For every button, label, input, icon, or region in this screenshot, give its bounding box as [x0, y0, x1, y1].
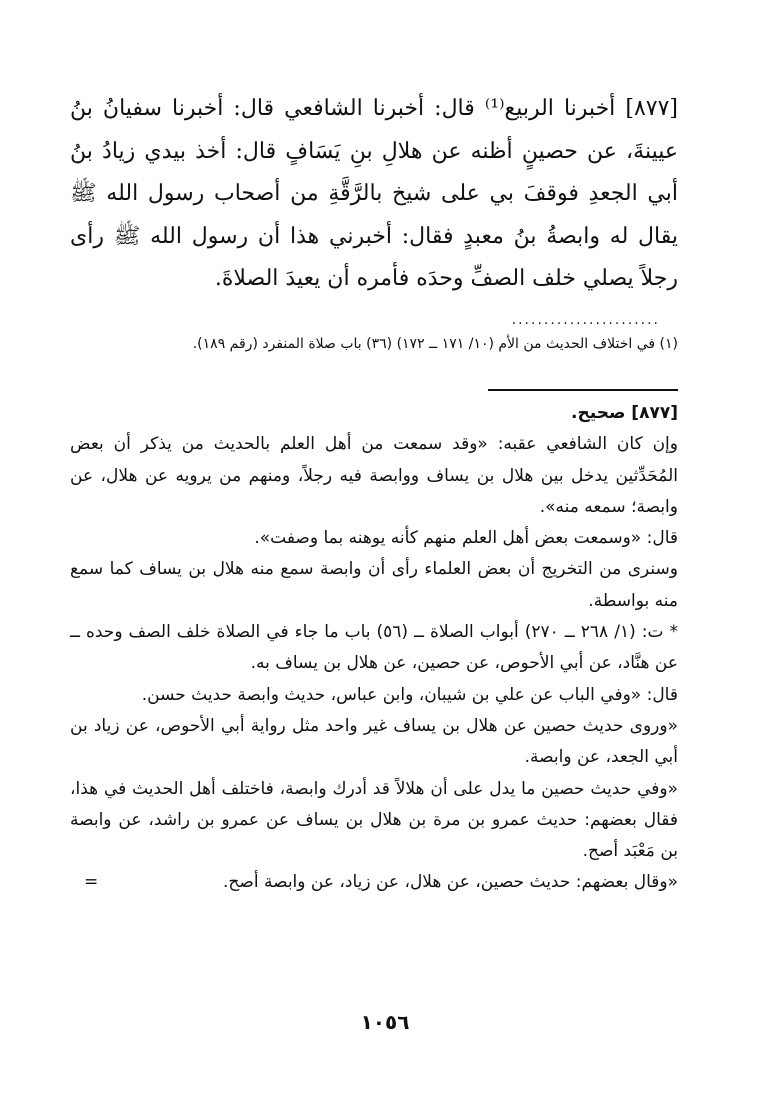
- commentary-last-line: [70, 867, 678, 898]
- commentary-paragraph: وسنرى من التخريج أن بعض العلماء رأى أن وابصة سمع منه هلال بن يساف كما سمع منه بواسطة.: [70, 559, 678, 611]
- continuation-mark: =: [84, 872, 99, 893]
- commentary-paragraph: «وفي حديث حصين ما يدل على أن هلالاً قد أدرك وابصة، فاختلف أهل الحديث في هذا، فقال بعضهم: حديث عمرو بن مرة بن هلال بن يساف عن عمرو بن راشد، عن وابصة بن مَعْبَد أصح.: [70, 778, 678, 862]
- commentary: [70, 398, 678, 899]
- footnote-dots: .......................: [511, 312, 660, 328]
- commentary-paragraph: * ت: (١/ ٢٦٨ ــ ٢٧٠) أبواب الصلاة ــ (٥٦) باب ما جاء في الصلاة خلف الصف وحده ــ عن هنَّاد، عن أبي الأحوص، عن حصين، عن هلال بن يساف به.: [70, 622, 678, 674]
- commentary-paragraph: قال: «وفي الباب عن علي بن شيبان، وابن عباس، حديث وابصة حديث حسن.: [141, 684, 678, 705]
- commentary-grade: [٨٧٧] صحيح.: [571, 403, 678, 423]
- hadith-body: أخبرنا الربيع⁽¹⁾ قال: أخبرنا الشافعي قال: أخبرنا سفيانُ بنُ عيينةَ، عن حصينٍ أظنه عن هلالِ بنِ يَسَافٍ قال: أخذ بيدي زيادُ بنُ أبي الجعدِ فوقفَ بي على شيخ بالرَّقَّةِ من أصحاب رسول الله ﷺ يقال له وابصةُ بنُ معبدٍ فقال: أخبرني هذا أن رسول الله ﷺ رأى رجلاً يصلي خلف الصفِّ وحدَه فأمره أن يعيدَ الصلاةَ.: [70, 96, 678, 291]
- hadith-text: [70, 88, 678, 301]
- page-number: ١٠٥٦: [360, 1010, 410, 1034]
- section-separator: [488, 389, 678, 391]
- hadith-number: [٨٧٧]: [625, 96, 679, 121]
- commentary-last-text: «وقال بعضهم: حديث حصين، عن هلال، عن زياد، عن وابصة أصح.: [223, 872, 678, 893]
- commentary-paragraph: وإن كان الشافعي عقبه: «وقد سمعت من أهل العلم بالحديث من يذكر أن بعض المُحَدِّثين يدخل بين هلال بن يساف ووابصة فيه رجلاً، ومنهم من يرويه عن هلال، عن وابصة؛ سمعه منه».: [70, 434, 678, 517]
- hadith-paragraph: [70, 88, 678, 301]
- commentary-paragraph: «وروى حديث حصين عن هلال بن يساف غير واحد مثل رواية أبي الأحوص، عن زياد بن أبي الجعد، عن وابصة.: [70, 715, 678, 768]
- commentary-paragraph: قال: «وسمعت بعض أهل العلم منهم كأنه يوهنه بما وصفت».: [254, 528, 678, 549]
- footnote: (١) في اختلاف الحديث من الأم (١٠/ ١٧١ ــ ١٧٢) (٣٦) باب صلاة المنفرد (رقم ١٨٩).: [192, 336, 678, 352]
